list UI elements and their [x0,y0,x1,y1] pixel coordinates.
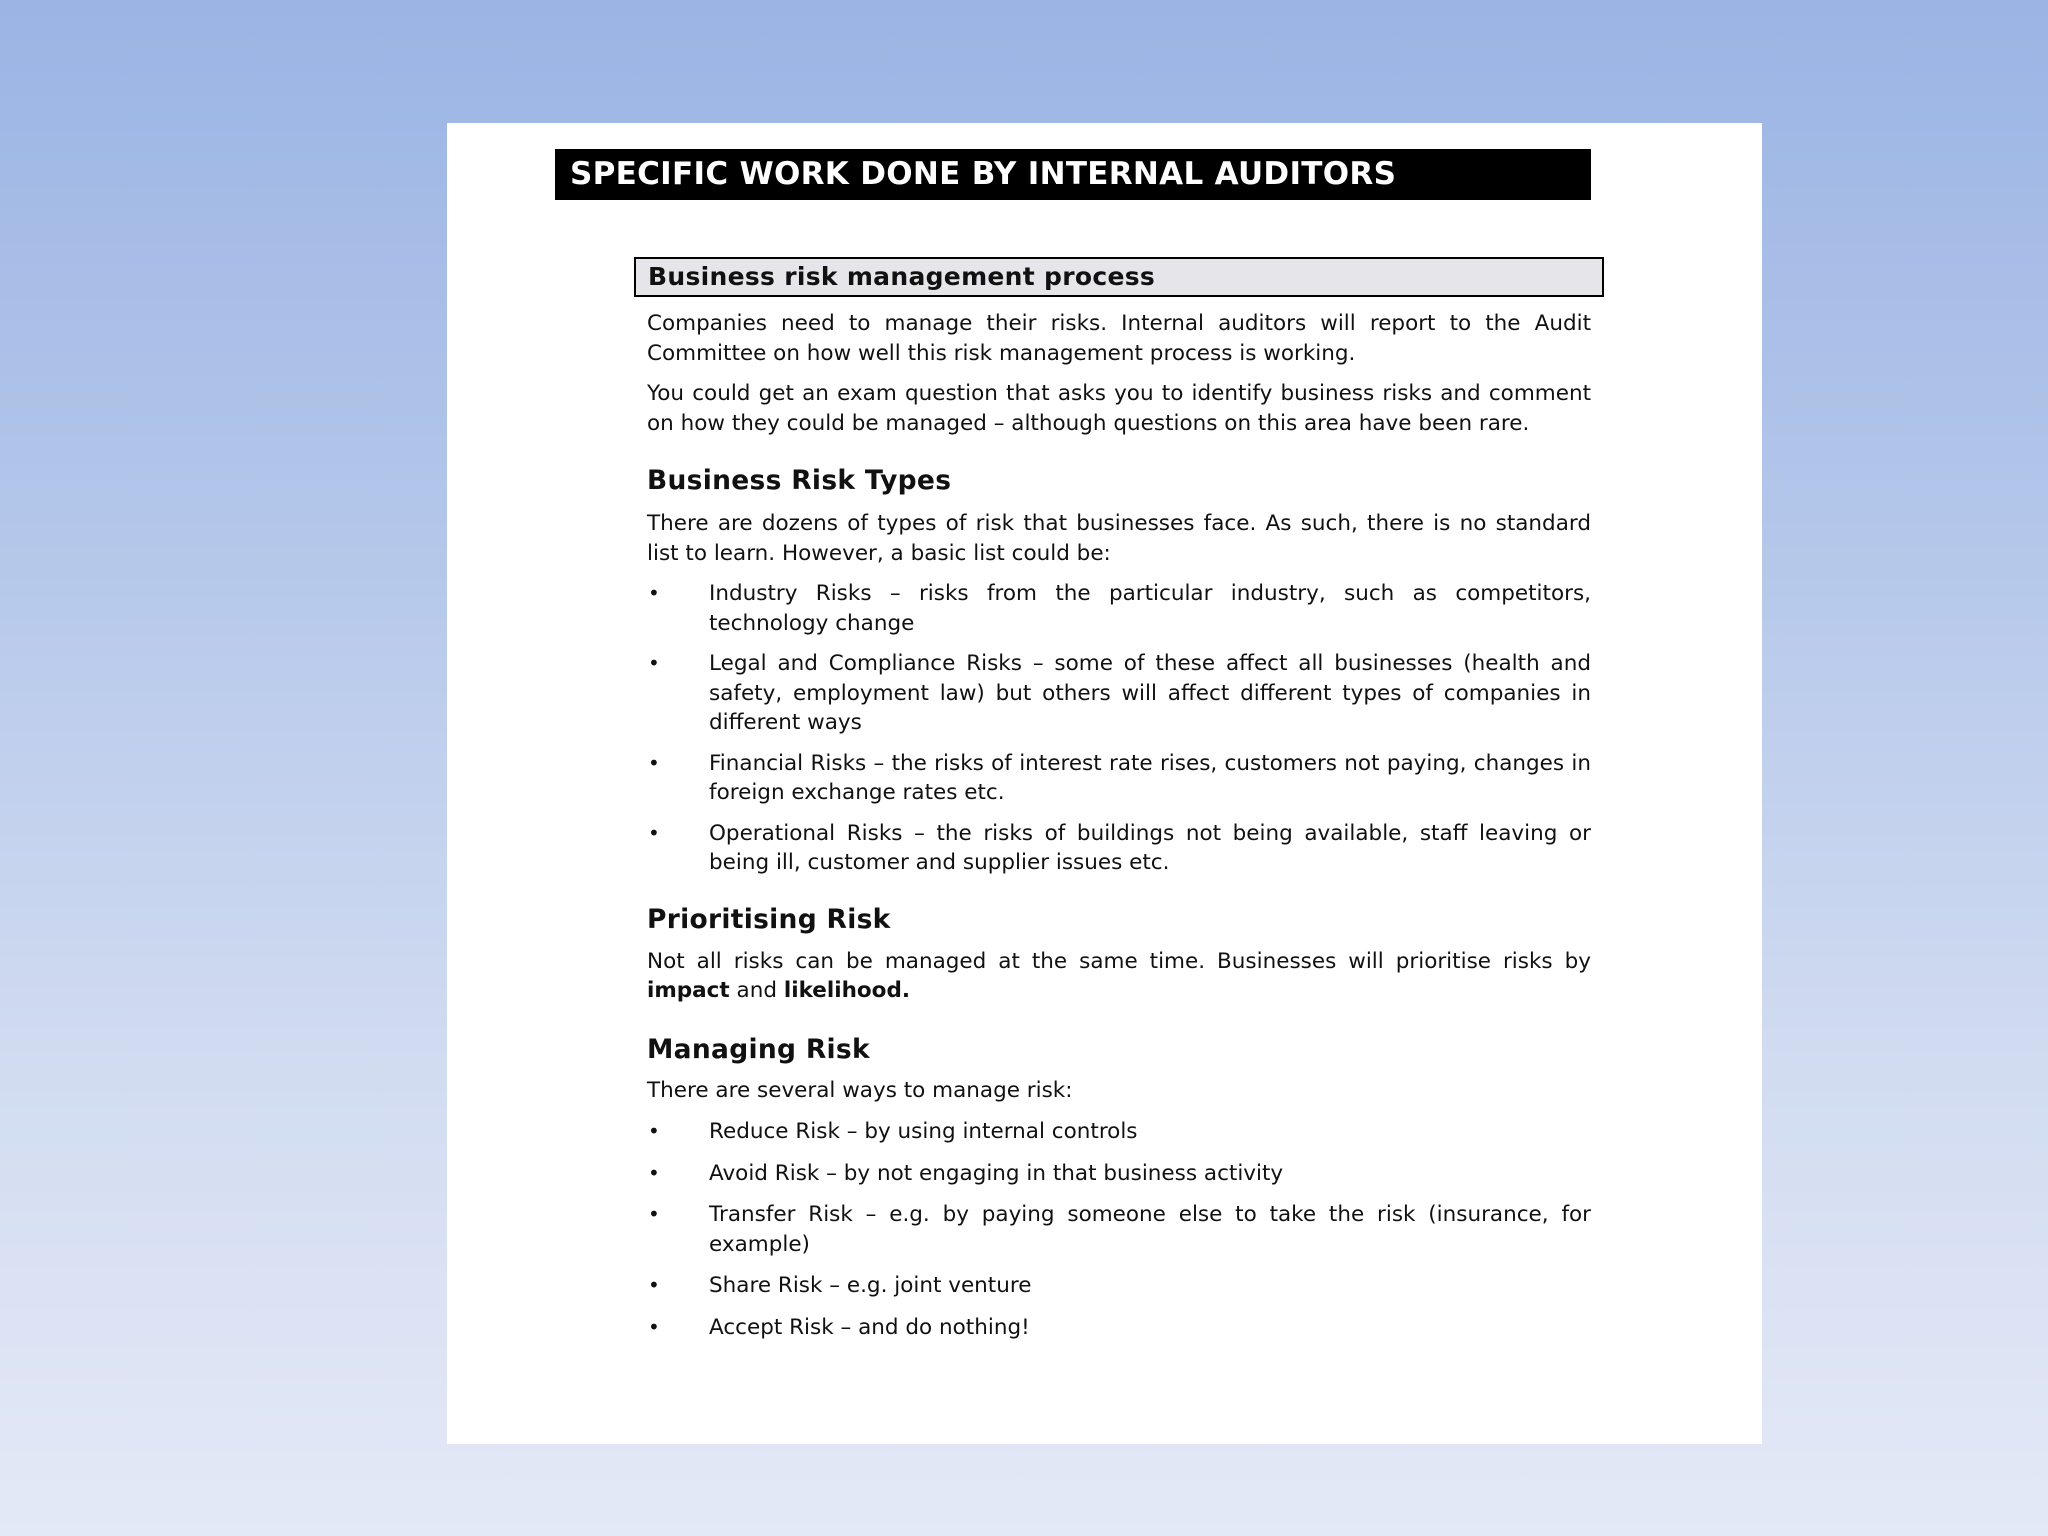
list-item [647,1313,1591,1343]
risk-types-intro: There are dozens of types of risk that businesses face. As such, there is no standard list to learn. However, a basic list could be: [647,511,1591,566]
managing-risk-list [647,1117,1591,1342]
likelihood-term: likelihood [783,978,902,1003]
list-item-text: Operational Risks – the risks of buildings not being available, staff leaving or being ill, customer and supplier issues etc. [709,820,1591,875]
intro-paragraph: Companies need to manage their risks. Internal auditors will report to the Audit Committee on how well this risk management process is working. [647,311,1591,366]
list-item-text: Financial Risks – the risks of interest rate rises, customers not paying, changes in foreign exchange rates etc. [709,750,1591,805]
prioritising-paragraph [647,947,1591,1006]
list-item-text: Accept Risk – and do nothing! [709,1314,1030,1340]
list-item [647,579,1591,638]
list-item [647,819,1591,878]
list-item [647,1271,1591,1301]
bullet-icon: • [648,1119,660,1143]
bullet-icon: • [648,1160,660,1185]
intro-paragraph: You could get an exam question that asks you to identify business risks and comment on how they could be managed – although questions on this area have been rare. [647,381,1591,436]
list-item-text: Transfer Risk – e.g. by paying someone else to take the risk (insurance, for example) [709,1202,1591,1257]
list-item [647,649,1591,738]
main-title-banner: SPECIFIC WORK DONE BY INTERNAL AUDITORS [555,149,1591,200]
heading-prioritising-risk: Prioritising Risk [647,903,891,935]
bullet-icon: • [648,820,660,845]
managing-intro: There are several ways to manage risk: [647,1077,1073,1103]
list-item [647,749,1591,808]
document-content [634,257,1604,1342]
impact-term: impact [647,978,730,1003]
section-body [634,309,1604,1342]
risk-types-list [647,579,1591,878]
prioritising-text-and: and [729,978,784,1003]
heading-managing-risk: Managing Risk [647,1033,870,1065]
bullet-icon: • [648,1314,660,1339]
list-item [647,1159,1591,1189]
bullet-icon: • [648,1202,660,1226]
prioritising-text: Not all risks can be managed at the same time. Businesses will prioritise risks by [647,948,1591,974]
list-item-text: Legal and Compliance Risks – some of these affect all businesses (health and safety, employment law) but others will affect different types of companies in different ways [709,651,1591,735]
bullet-icon: • [648,750,660,775]
list-item-text: Industry Risks – risks from the particular industry, such as competitors, technology change [709,581,1591,636]
bullet-icon: • [648,1273,660,1297]
list-item [647,1117,1591,1147]
bullet-icon: • [648,581,660,605]
heading-business-risk-types: Business Risk Types [647,465,952,496]
list-item-text: Share Risk – e.g. joint venture [709,1273,1032,1298]
list-item-text: Reduce Risk – by using internal controls [709,1119,1138,1144]
list-item-text: Avoid Risk – by not engaging in that business activity [709,1160,1284,1186]
prioritising-period: . [901,978,911,1003]
section-title-box: Business risk management process [634,257,1604,297]
bullet-icon: • [648,651,660,675]
list-item [647,1200,1591,1259]
document-page [447,123,1762,1444]
